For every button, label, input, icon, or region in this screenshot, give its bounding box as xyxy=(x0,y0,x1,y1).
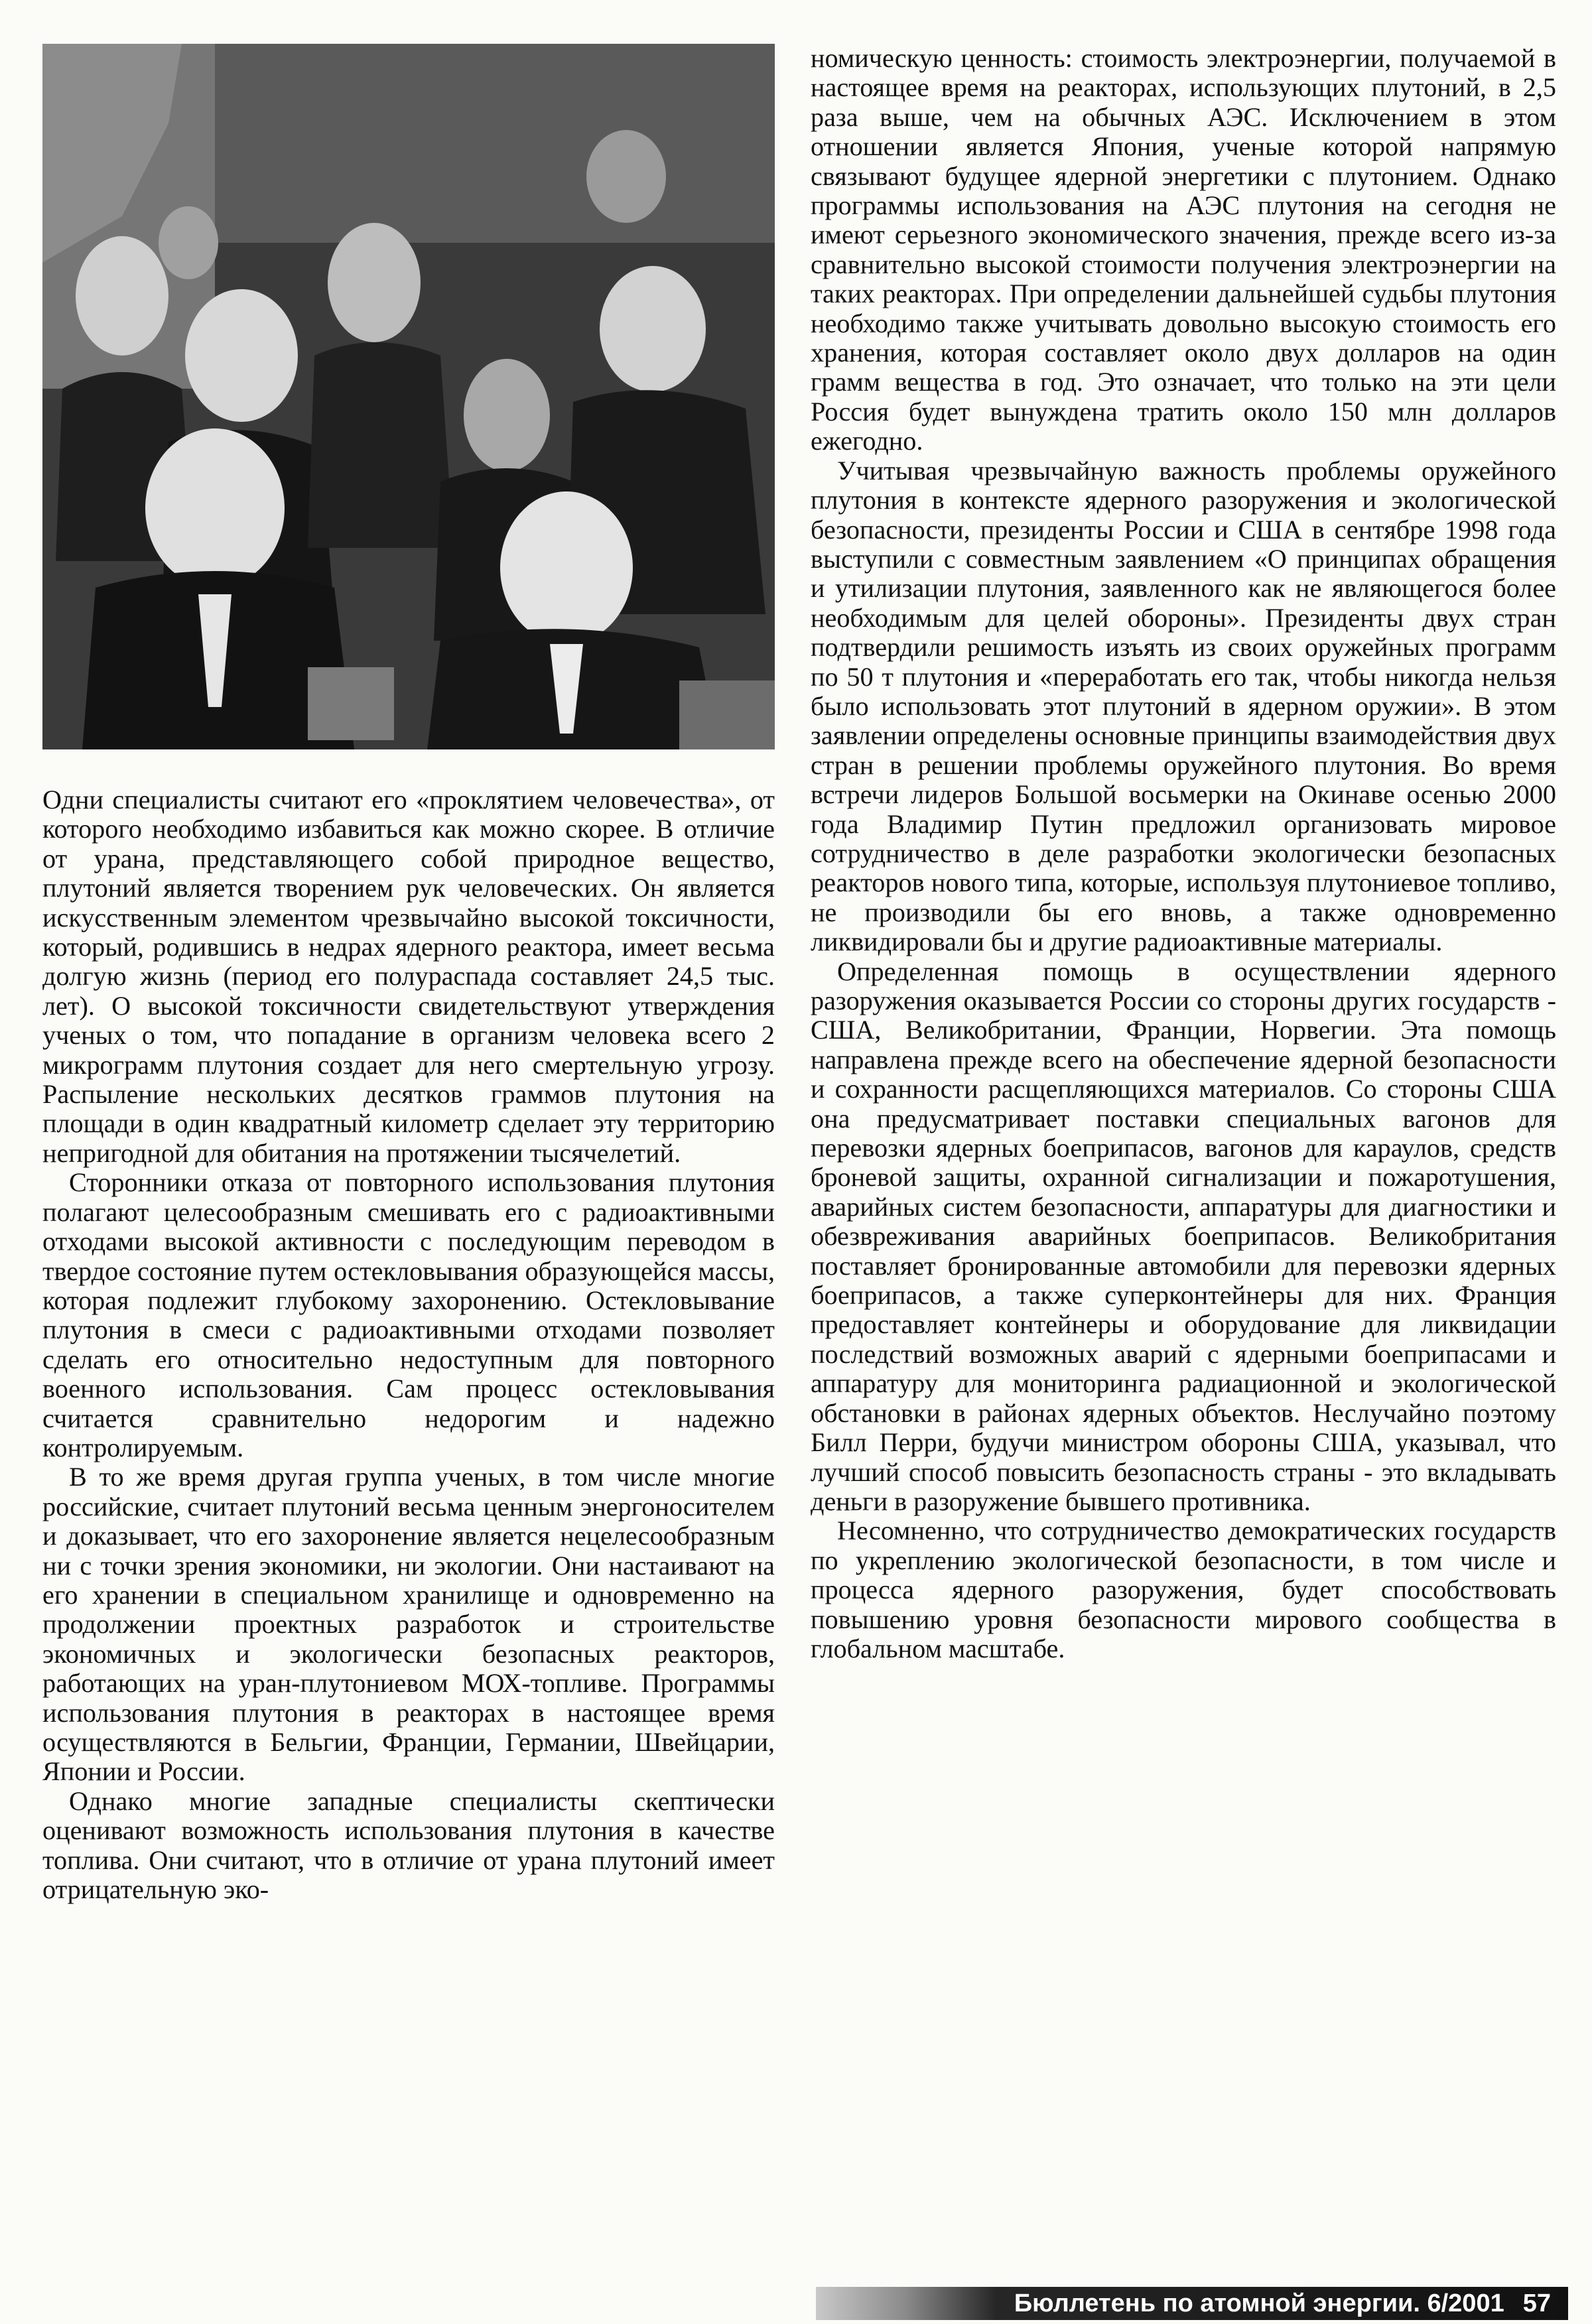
paragraph: Несомненно, что сотрудничество демократических государств по укреплению экологической безопасности, в том числе и процесса ядерного разоружения, будет способствовать повышению уровня безопасности мирового сообщества в глобальном масштабе. xyxy=(811,1516,1556,1663)
paragraph: Определенная помощь в осуществлении ядерного разоружения оказывается России со стороны других государств - США, Великобритании, Франции, Норвегии. Эта помощь направлена прежде всего на обеспечение ядерной безопасности и сохранности расщепляющихся материалов. Со стороны США она предусматривает поставки специальных вагонов для перевозки ядерных боеприпасов, вагонов для караулов, средств броневой защиты, охранной сигнализации и пожаротушения, аварийных систем безопасности, аппаратуры для диагностики и обезвреживания аварийных боеприпасов. Великобритания поставляет бронированные автомобили для перевозки ядерных боеприпасов, а также суперконтейнеры для них. Франция предоставляет контейнеры и оборудование для ликвидации последствий возможных аварий с ядерными боеприпасами и аппаратуру для мониторинга радиационной и экологической обстановки в районах ядерных объектов. Неслучайно поэтому Билл Перри, будучи министром обороны США, указывал, что лучший способ повысить безопасность страны - это вкладывать деньги в разоружение бывшего противника. xyxy=(811,956,1556,1516)
paragraph: Однако многие западные специалисты скептически оценивают возможность использования плутония в качестве топлива. Они считают, что в отличие от урана плутоний имеет отрицательную эко- xyxy=(42,1785,775,1905)
left-column xyxy=(42,44,775,1904)
paragraph: Одни специалисты считают его «проклятием человечества», от которого необходимо избавиться как можно скорее. В отличие от урана, представляющего собой природное вещество, плутоний является творением рук человеческих. Он является искусственным элементом чрезвычайно высокой токсичности, который, родившись в недрах ядерного реактора, имеет весьма долгую жизнь (период его полураспада составляет 24,5 тыс. лет). О высокой токсичности свидетельствуют утверждения ученых о том, что попадание в организм человека всего 2 микрограмм плутония создает для него смертельную угрозу. Распыление нескольких десятков граммов плутония на площади в один квадратный километр сделает эту территорию непригодной для обитания на протяжении тысячелетий. xyxy=(42,785,775,1168)
paragraph: Сторонники отказа от повторного использования плутония полагают целесообразным смешивать его с радиоактивными отходами высокой активности с последующим переводом в твердое состояние путем остекловывания образующейся массы, которая подлежит глубокому захоронению. Остекловывание плутония в смеси с радиоактивными отходами позволяет сделать его относительно недоступным для повторного военного использования. Сам процесс остекловывания считается сравнительно недорогим и надежно контролируемым. xyxy=(42,1167,775,1462)
group-photo xyxy=(42,44,775,749)
page-number: 57 xyxy=(1522,2290,1551,2317)
paragraph: номическую ценность: стоимость электроэнергии, получаемой в настоящее время на реакторах, использующих плутоний, в 2,5 раза выше, чем на обычных АЭС. Исключением в этом отношении является Япония, ученые которой напрямую связывают будущее ядерной энергетики с плутонием. Однако программы использования на АЭС плутония на сегодня не имеют серьезного экономического значения, прежде всего из-за сравнительно высокой стоимости получения электроэнергии на таких реакторах. При определении дальнейшей судьбы плутония необходимо также учитывать довольно высокую стоимость его хранения, которая составляет около двух долларов на один грамм вещества в год. Это означает, что только на эти цели Россия будет вынуждена тратить около 150 млн долларов ежегодно. xyxy=(811,43,1556,456)
right-column xyxy=(811,44,1556,1663)
paragraph: Учитывая чрезвычайную важность проблемы оружейного плутония в контексте ядерного разоружения и экологической безопасности, президенты России и США в сентябре 1998 года выступили с совместным заявлением «О принципах обращения и утилизации плутония, заявленного как не являющегося более необходимым для целей обороны». Президенты двух стран подтвердили решимость изъять из своих оружейных программ по 50 т плутония и «переработать его так, чтобы никогда нельзя было использовать этот плутоний в ядерном оружии». В этом заявлении определены основные принципы взаимодействия двух стран в решении проблемы оружейного плутония. Во время встречи лидеров Большой восьмерки на Окинаве осенью 2000 года Владимир Путин предложил организовать мировое сотрудничество в деле разработки экологически безопасных реакторов нового типа, которые, используя плутониевое топливо, не производили бы его вновь, а также одновременно ликвидировали бы и другие радиоактивные материалы. xyxy=(811,455,1556,957)
page-footer xyxy=(816,2287,1568,2320)
journal-title: Бюллетень по атомной энергии. 6/2001 xyxy=(1014,2290,1504,2317)
paragraph: В то же время другая группа ученых, в том числе многие российские, считает плутоний весьма ценным энергоносителем и доказывает, что его захоронение является нецелесообразным ни с точки зрения экономики, ни экологии. Они настаивают на его хранении в специальном хранилище и одновременно на продолжении проектных разработок и строительстве экономичных и экологически безопасных реакторов, работающих на уран-плутониевом МОХ-топливе. Программы использования плутония в реакторах в настоящее время осуществляются в Бельгии, Франции, Германии, Швейцарии, Японии и России. xyxy=(42,1462,775,1787)
